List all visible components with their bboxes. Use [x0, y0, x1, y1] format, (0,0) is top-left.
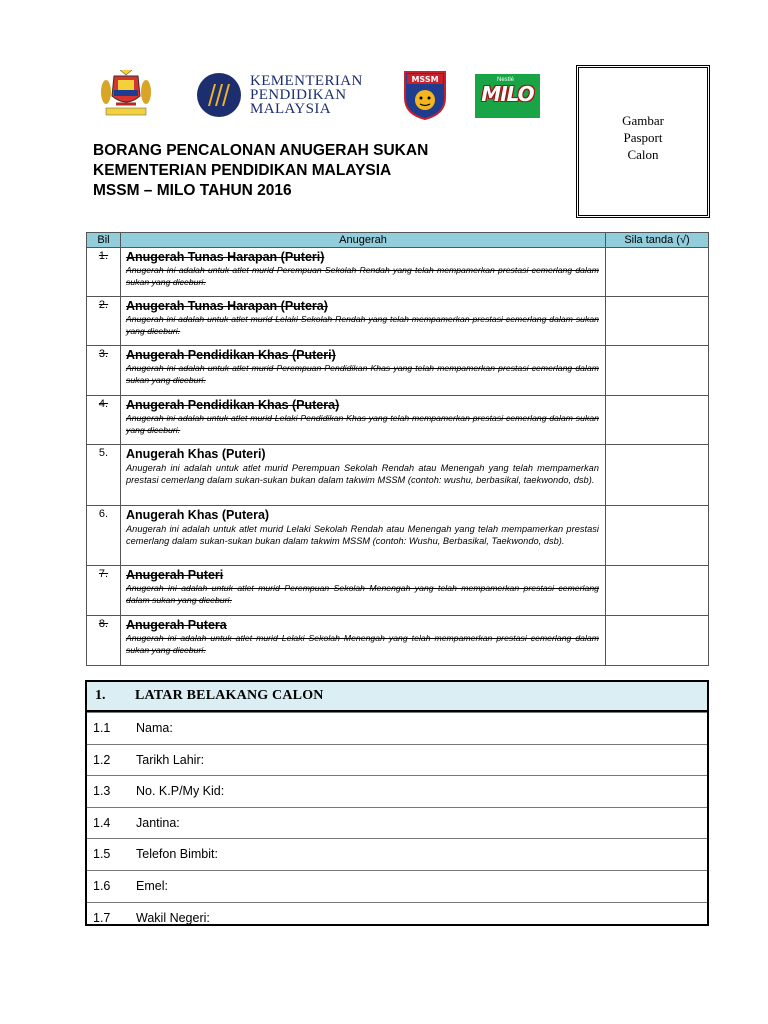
award-row — [87, 396, 709, 445]
award-description: Anugerah ini adalah untuk atlet murid Lelaki Pendidikan Khas yang telah mempamerkan prestasi cemerlang dalam sukan yang diceburi. — [126, 413, 599, 435]
title-line2: KEMENTERIAN PENDIDIKAN MALAYSIA — [93, 162, 392, 179]
mssm-logo — [403, 70, 447, 120]
milo-wordmark: MILO — [481, 82, 534, 106]
milo-logo — [475, 74, 540, 118]
kpm-emblem-icon — [196, 72, 242, 118]
award-bil: 3. — [98, 348, 109, 360]
award-description: Anugerah ini adalah untuk atlet murid Lelaki Sekolah Menengah yang telah mempamerkan prestasi cemerlang dalam sukan yang diceburi. — [126, 633, 599, 655]
field-number: 1.4 — [93, 815, 111, 830]
malaysia-crest-logo — [100, 70, 152, 120]
award-description: Anugerah ini adalah untuk atlet murid Lelaki Sekolah Rendah yang telah mempamerkan prestasi cemerlang dalam sukan yang diceburi. — [126, 314, 599, 336]
award-name: Anugerah Khas (Puteri) — [126, 447, 266, 461]
section-number: 1. — [95, 688, 106, 703]
field-label: Jantina: — [136, 815, 180, 830]
photo-label-line2: Pasport — [623, 130, 663, 145]
photo-label-line1: Gambar — [622, 113, 664, 128]
award-bil: 8. — [98, 618, 109, 630]
field-number: 1.3 — [93, 784, 111, 799]
award-bil: 4. — [98, 398, 109, 410]
section-header — [87, 682, 707, 712]
photo-label-line3: Calon — [627, 147, 659, 162]
header-anugerah: Anugerah — [121, 233, 606, 248]
title-line3: MSSM – MILO TAHUN 2016 — [93, 182, 292, 199]
award-description: Anugerah ini adalah untuk atlet murid Lelaki Sekolah Rendah atau Menengah yang telah mempamerkan prestasi cemerlang dalam sukan-sukan bukan dalam takwim MSSM (contoh: Wushu, Berbasikal, Taekwondo, dsb). — [126, 524, 599, 546]
field-label: Nama: — [136, 721, 173, 735]
award-tick-cell[interactable] — [606, 445, 709, 506]
field-label: No. K.P/My Kid: — [136, 784, 225, 799]
award-description: Anugerah ini adalah untuk atlet murid Perempuan Pendidikan Khas yang telah mempamerkan prestasi cemerlang dalam sukan yang diceburi. — [126, 363, 599, 385]
award-tick-cell[interactable] — [606, 346, 709, 396]
field-label: Telefon Bimbit: — [136, 847, 218, 862]
svg-text:MSSM: MSSM — [411, 75, 439, 84]
field-number: 1.2 — [93, 752, 111, 767]
award-row — [87, 506, 709, 566]
field-number: 1.7 — [93, 910, 111, 925]
award-table-header — [87, 233, 709, 248]
field-row-no-kp[interactable] — [87, 775, 707, 807]
award-name: Anugerah Puteri — [126, 568, 224, 582]
header-tick: Sila tanda (√) — [606, 233, 709, 248]
field-row-tarikh-lahir[interactable] — [87, 744, 707, 776]
section-title: LATAR BELAKANG CALON — [135, 688, 324, 703]
kpm-text-line3: MALAYSIA — [250, 101, 331, 117]
header-bil: Bil — [87, 233, 121, 248]
field-row-jantina[interactable] — [87, 807, 707, 839]
field-row-telefon[interactable] — [87, 838, 707, 870]
field-number: 1.6 — [93, 878, 111, 893]
award-row — [87, 297, 709, 346]
field-label: Emel: — [136, 878, 168, 893]
field-row-wakil-negeri[interactable] — [87, 902, 707, 934]
award-description: Anugerah ini adalah untuk atlet murid Perempuan Sekolah Rendah atau Menengah yang telah mempamerkan prestasi cemerlang dalam sukan-sukan bukan dalam takwim MSSM (contoh: wushu, berbasikal, taekwondo, dsb). — [126, 463, 599, 485]
award-name: Anugerah Khas (Putera) — [126, 508, 270, 522]
award-description: Anugerah ini adalah untuk atlet murid Perempuan Sekolah Rendah yang telah mempamerkan prestasi cemerlang dalam sukan yang diceburi. — [126, 265, 599, 287]
form-title — [93, 141, 553, 201]
award-name: Anugerah Putera — [126, 618, 227, 632]
field-label: Wakil Negeri: — [136, 910, 210, 925]
award-name: Anugerah Pendidikan Khas (Puteri) — [126, 348, 336, 362]
award-bil: 5. — [98, 447, 109, 459]
award-tick-cell[interactable] — [606, 396, 709, 445]
award-description: Anugerah ini adalah untuk atlet murid Perempuan Sekolah Menengah yang telah mempamerkan prestasi cemerlang dalam sukan yang diceburi. — [126, 583, 599, 605]
award-row — [87, 566, 709, 616]
award-name: Anugerah Tunas Harapan (Puteri) — [126, 250, 325, 264]
kpm-text-line1: KEMENTERIAN — [250, 73, 363, 89]
award-bil: 2. — [98, 299, 109, 311]
passport-photo-box — [576, 65, 710, 218]
field-label: Tarikh Lahir: — [136, 752, 205, 767]
award-bil: 7. — [98, 568, 109, 580]
candidate-background-section — [85, 680, 709, 926]
award-tick-cell[interactable] — [606, 566, 709, 616]
field-row-emel[interactable] — [87, 870, 707, 902]
award-tick-cell[interactable] — [606, 297, 709, 346]
award-name: Anugerah Pendidikan Khas (Putera) — [126, 398, 340, 412]
award-tick-cell[interactable] — [606, 616, 709, 666]
kpm-logo — [196, 72, 382, 118]
award-bil: 1. — [98, 250, 109, 262]
award-row — [87, 248, 709, 297]
title-line1: BORANG PENCALONAN ANUGERAH SUKAN — [93, 142, 429, 159]
award-bil: 6. — [98, 508, 109, 520]
award-name: Anugerah Tunas Harapan (Putera) — [126, 299, 328, 313]
kpm-text-line2: PENDIDIKAN — [250, 87, 347, 103]
award-row — [87, 346, 709, 396]
nestle-label: Nestlé — [497, 77, 515, 83]
award-table — [86, 232, 709, 666]
field-row-nama[interactable] — [87, 712, 707, 744]
award-row — [87, 616, 709, 666]
award-tick-cell[interactable] — [606, 248, 709, 297]
award-tick-cell[interactable] — [606, 506, 709, 566]
award-row — [87, 445, 709, 506]
field-number: 1.1 — [93, 721, 111, 735]
field-number: 1.5 — [93, 847, 111, 862]
